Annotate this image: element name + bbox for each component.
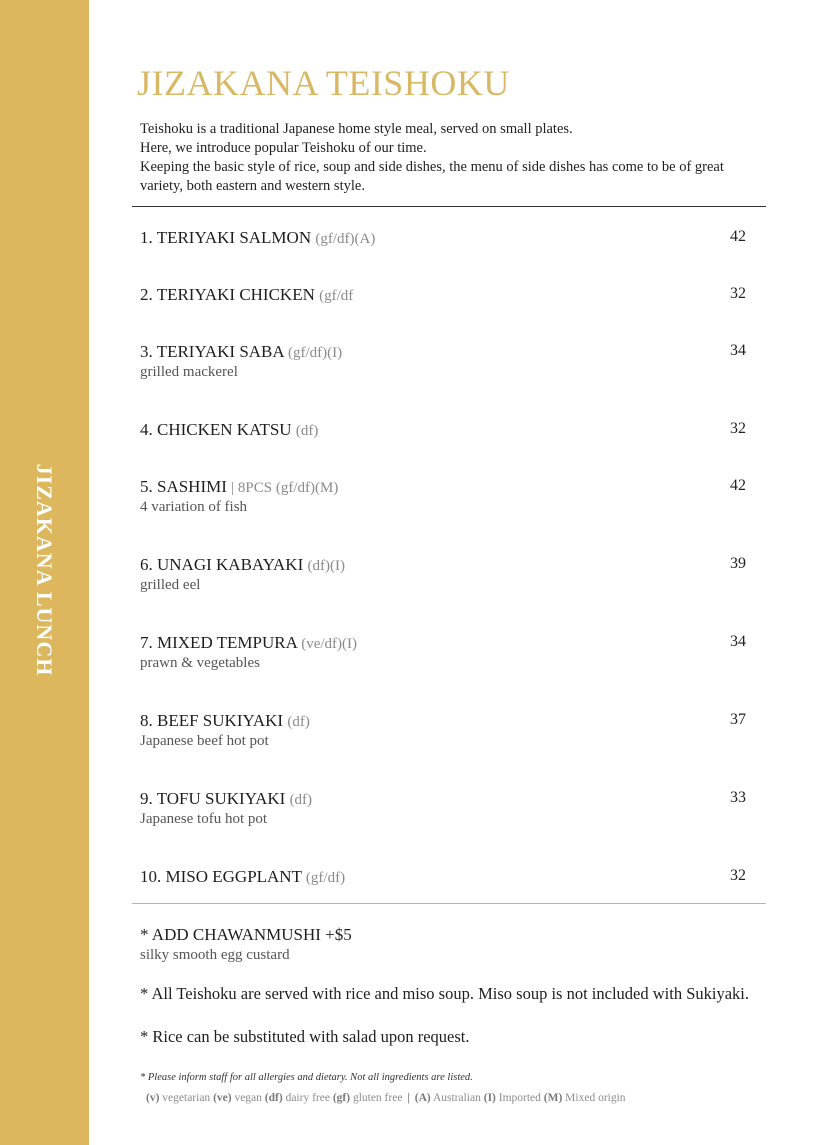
menu-item-title [140, 867, 746, 887]
legend-label: dairy free [285, 1092, 330, 1104]
menu-item-name: 6. UNAGI KABAYAKI [140, 555, 304, 574]
menu-item-title [140, 342, 746, 362]
legend-label: Mixed origin [565, 1092, 626, 1104]
legend-label: Australian [432, 1092, 481, 1104]
menu-item-title [140, 633, 746, 653]
menu-item-price: 32 [730, 285, 746, 302]
menu-item-name: 9. TOFU SUKIYAKI [140, 789, 286, 808]
addon-section [140, 925, 352, 964]
menu-item-name: 7. MIXED TEMPURA [140, 633, 297, 652]
menu-item-name: 4. CHICKEN KATSU [140, 420, 292, 439]
menu-item-price: 42 [730, 477, 746, 494]
legend-label: vegan [234, 1092, 262, 1104]
menu-item-price: 37 [730, 711, 746, 728]
menu-item-title [140, 555, 746, 575]
menu-item-dietary-tags: (df) [295, 423, 319, 439]
divider-top [132, 206, 766, 207]
legend-separator: | [407, 1092, 410, 1104]
menu-item-dietary-tags: (ve/df)(I) [301, 636, 357, 652]
menu-item-description: grilled mackerel [140, 364, 238, 380]
menu-item [140, 555, 746, 633]
menu-item [140, 711, 746, 789]
menu-item-title [140, 285, 746, 305]
note-served-with: * All Teishoku are served with rice and miso soup. Miso soup is not included with Sukiyaki. [140, 984, 749, 1003]
menu-item [140, 867, 746, 924]
intro-text [140, 120, 760, 196]
menu-item [140, 228, 746, 285]
menu-item-description: Japanese beef hot pot [140, 733, 269, 749]
menu-item-dietary-tags: | 8PCS (gf/df)(M) [231, 480, 339, 496]
menu-item-dietary-tags: (df) [289, 792, 313, 808]
menu-item-name: 8. BEEF SUKIYAKI [140, 711, 284, 730]
menu-item-description: prawn & vegetables [140, 655, 260, 671]
addon-title: * ADD CHAWANMUSHI +$5 [140, 925, 352, 944]
menu-item-dietary-tags: (df)(I) [307, 558, 345, 574]
menu-item-price: 32 [730, 867, 746, 884]
menu-item [140, 789, 746, 867]
intro-line: Teishoku is a traditional Japanese home style meal, served on small plates. [140, 121, 573, 137]
menu-item-price: 42 [730, 228, 746, 245]
menu-item-price: 39 [730, 555, 746, 572]
menu-item-title [140, 477, 746, 497]
menu-item-dietary-tags: (df) [287, 714, 310, 730]
menu-item [140, 477, 746, 555]
menu-item-name: 5. SASHIMI [140, 477, 227, 496]
menu-item [140, 420, 746, 477]
menu-item-dietary-tags: (gf/df [319, 288, 354, 304]
legend-code: (df) [264, 1092, 283, 1104]
page-title: JIZAKANA TEISHOKU [137, 63, 510, 103]
menu-item-dietary-tags: (gf/df)(A) [315, 231, 376, 247]
intro-line: Keeping the basic style of rice, soup and side dishes, the menu of side dishes has come to be of great variety, both eastern and western style. [140, 159, 724, 194]
menu-list [140, 228, 746, 924]
menu-item-price: 32 [730, 420, 746, 437]
legend-code: (gf) [332, 1092, 351, 1104]
divider-bottom [132, 903, 766, 904]
legend-code: (M) [543, 1092, 563, 1104]
menu-item-dietary-tags: (gf/df)(I) [287, 345, 343, 361]
legend-code: (A) [414, 1092, 431, 1104]
sidebar-title: JIZAKANA LUNCH [32, 463, 57, 677]
legend-label: gluten free [352, 1092, 403, 1104]
menu-item-name: 10. MISO EGGPLANT [140, 867, 302, 886]
menu-item-title [140, 711, 746, 731]
menu-item-description: 4 variation of fish [140, 499, 248, 515]
menu-item-name: 3. TERIYAKI SABA [140, 342, 284, 361]
legend-code: (I) [483, 1092, 496, 1104]
legend-code: (ve) [213, 1092, 232, 1104]
menu-item-name: 2. TERIYAKI CHICKEN [140, 285, 315, 304]
menu-item-title [140, 420, 746, 440]
menu-item-description: Japanese tofu hot pot [140, 811, 268, 827]
menu-item-price: 34 [730, 633, 746, 650]
menu-item [140, 633, 746, 711]
note-rice-substitute: * Rice can be substituted with salad upon request. [140, 1027, 470, 1046]
menu-item-dietary-tags: (gf/df) [305, 870, 346, 886]
addon-description: silky smooth egg custard [140, 947, 290, 963]
menu-item-title [140, 228, 746, 248]
menu-item [140, 342, 746, 420]
legend-code: (v) [146, 1092, 160, 1104]
legend-label: vegetarian [162, 1092, 211, 1104]
menu-item-price: 33 [730, 789, 746, 806]
allergy-notice: * Please inform staff for all allergies and dietary. Not all ingredients are listed. [140, 1072, 473, 1083]
intro-line: Here, we introduce popular Teishoku of our time. [140, 140, 427, 156]
dietary-legend [146, 1092, 626, 1104]
menu-item-description: grilled eel [140, 577, 201, 593]
menu-item-price: 34 [730, 342, 746, 359]
legend-label: Imported [498, 1092, 541, 1104]
menu-item-name: 1. TERIYAKI SALMON [140, 228, 312, 247]
menu-item-title [140, 789, 746, 809]
menu-item [140, 285, 746, 342]
